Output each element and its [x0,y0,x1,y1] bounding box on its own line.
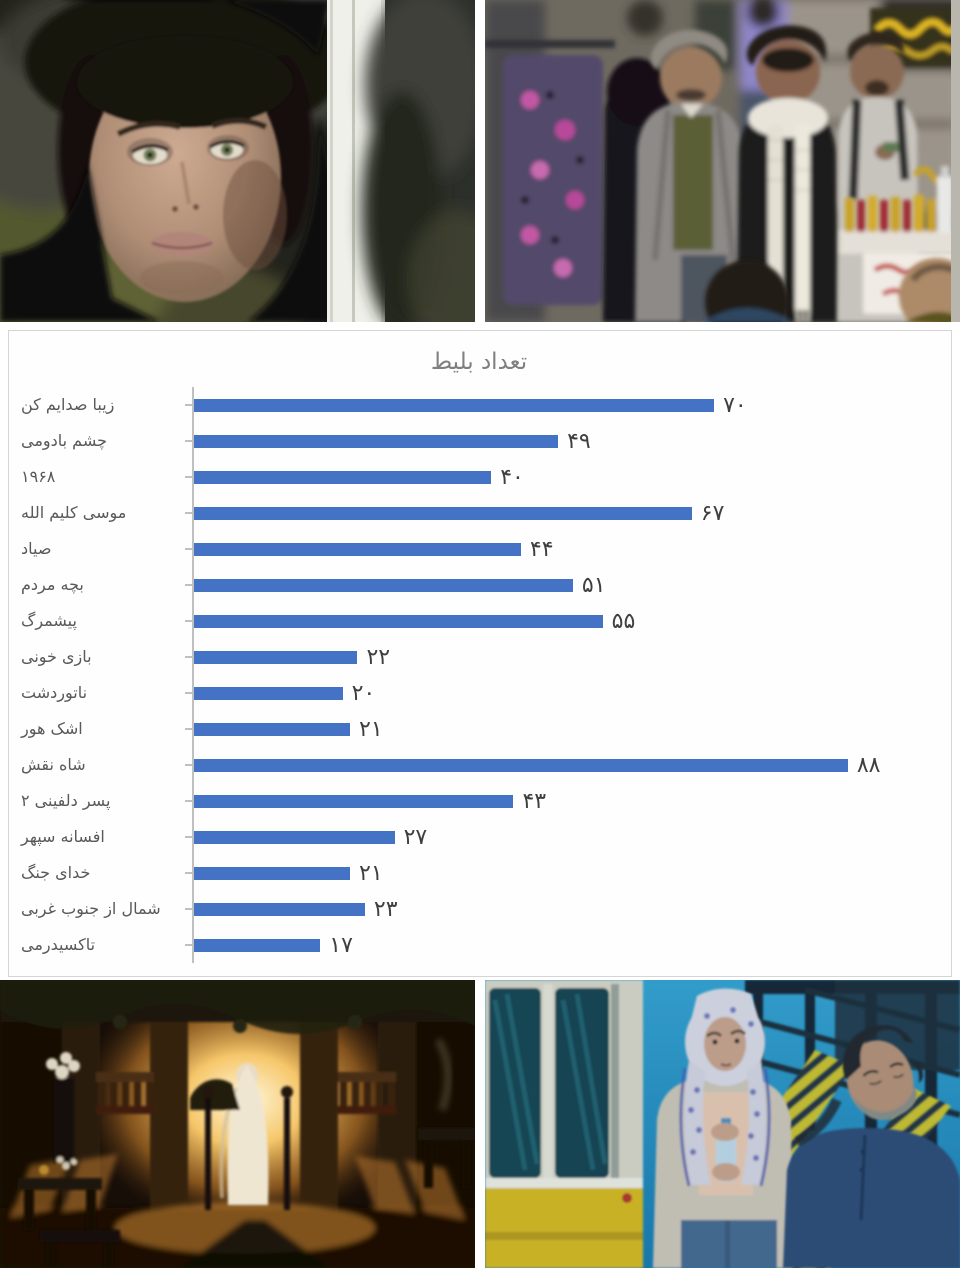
chart-row [21,927,937,963]
plot-row [192,495,937,531]
plot-row [192,747,937,783]
axis-tick-mark [185,908,192,910]
bar [194,507,692,520]
plot-row [192,891,937,927]
axis-tick-mark [185,620,192,622]
category-label: زیبا صدایم کن [21,394,115,414]
bar [194,543,521,556]
value-label: ۴۰ [500,464,524,490]
category-label: موسی کلیم الله [21,502,127,522]
chart-row [21,531,937,567]
value-label: ۴۹ [567,428,591,454]
value-label: ۲۲ [366,644,391,670]
axis-tick-mark [185,656,192,658]
axis-tick-mark [185,404,192,406]
photo-woman-at-window [0,0,475,322]
bar [194,867,350,880]
axis-tick-mark [185,800,192,802]
category-label: شاه نقش [21,754,86,774]
plot-row [192,855,937,891]
value-label: ۴۳ [522,788,547,814]
bar [194,687,343,700]
plot-row [192,603,937,639]
value-label: ۲۷ [403,824,428,850]
category-label: پیشمرگ [21,610,77,630]
category-label: پسر دلفینی ۲ [21,790,111,810]
bar [194,615,603,628]
axis-tick-mark [185,512,192,514]
axis-tick-mark [185,476,192,478]
category-label: افسانه سپهر [21,826,105,846]
category-label: بچه مردم [21,574,84,594]
chart-row [21,603,937,639]
chart-row [21,387,937,423]
value-label: ۱۷ [329,932,353,958]
photo-men-in-bazaar [485,0,960,322]
value-label: ۶۷ [700,500,725,526]
plot-row [192,927,937,963]
category-label: خدای جنگ [21,862,91,882]
chart-row [21,819,937,855]
bar [194,651,357,664]
value-label: ۴۴ [529,536,554,562]
value-label: ۷۰ [723,392,747,418]
chart-row [21,783,937,819]
bar [194,831,395,844]
axis-tick-mark [185,728,192,730]
chart-rows [21,387,937,963]
hanging-clothes [485,40,615,305]
axis-tick-mark [185,440,192,442]
axis-tick-mark [185,764,192,766]
axis-tick-mark [185,692,192,694]
bar [194,759,848,772]
category-label: صیاد [21,538,52,558]
value-label: ۵۱ [581,572,606,598]
chart-row [21,567,937,603]
plot-row [192,531,937,567]
value-label: ۲۰ [351,680,376,706]
bar [194,939,320,952]
right-of-frame-blur [362,0,475,322]
axis-tick-mark [185,584,192,586]
photo-palace-scene-art [0,980,475,1268]
category-label: اشک هور [21,718,83,738]
chart-row [21,747,937,783]
category-label: بازی خونی [21,646,92,666]
category-label: شمال از جنوب غربی [21,898,161,918]
category-label: چشم بادومی [21,430,107,450]
category-label: ۱۹۶۸ [21,466,56,486]
chart-row [21,459,937,495]
plot-row [192,567,937,603]
axis-tick-mark [185,872,192,874]
plot-row [192,639,937,675]
chart-row [21,855,937,891]
plot-row [192,711,937,747]
bar [194,471,491,484]
photo-woman-at-window-art [0,0,475,322]
axis-tick-mark [185,548,192,550]
plot-row [192,459,937,495]
value-label: ۸۸ [856,752,881,778]
plot-row [192,423,937,459]
bar-chart-card [8,330,952,977]
bar [194,579,573,592]
axis-tick-mark [185,836,192,838]
plot-row [192,819,937,855]
photo-palace-scene [0,980,475,1268]
chart-row [21,423,937,459]
bar [194,435,558,448]
chart-row [21,675,937,711]
plot-row [192,783,937,819]
axis-tick-mark [185,944,192,946]
plot-row [192,675,937,711]
value-label: ۵۵ [611,608,636,634]
plot-row [192,387,937,423]
chart-row [21,639,937,675]
chart-row [21,891,937,927]
bar [194,723,350,736]
value-label: ۲۱ [359,716,383,742]
value-label: ۲۱ [359,860,383,886]
photo-bus-stop-scene [485,980,960,1268]
bar [194,903,365,916]
category-label: تاکسیدرمی [21,934,96,954]
chart-row [21,495,937,531]
photo-bus-stop-scene-art [485,980,960,1268]
chart-row [21,711,937,747]
chart-title: تعداد بلیط [430,349,528,375]
category-label: ناتوردشت [21,682,88,702]
photo-men-in-bazaar-art [485,0,960,322]
value-label: ۲۳ [373,896,398,922]
bar [194,399,714,412]
bar [194,795,513,808]
